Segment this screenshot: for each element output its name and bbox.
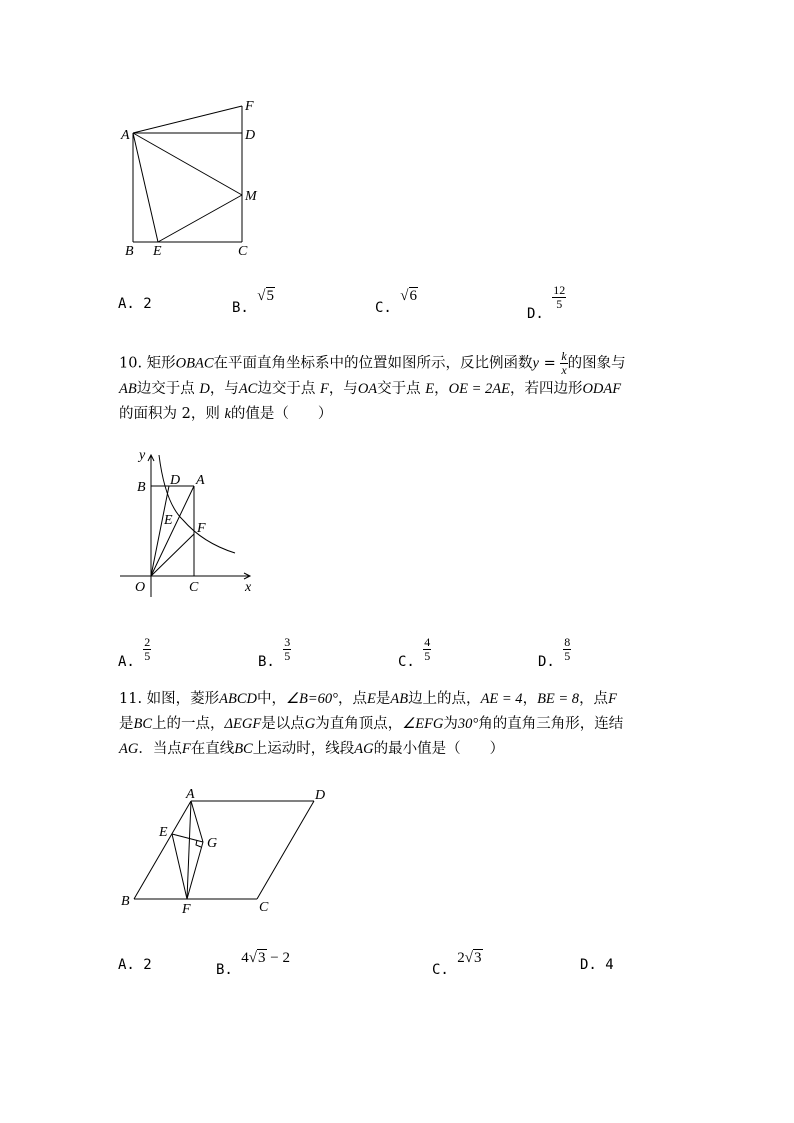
label-c: C	[189, 580, 199, 595]
q9-option-d[interactable]: D. $\frac{12}{5}$	[527, 283, 566, 322]
q10-option-b[interactable]: B. $\frac{3}{5}$	[258, 635, 291, 670]
label-f: F	[245, 99, 254, 114]
label-m: M	[245, 189, 257, 204]
segment-ag	[191, 801, 203, 842]
label-e: E	[159, 825, 168, 840]
q11-option-b[interactable]: B. 4√3 − 2	[216, 950, 290, 978]
label-b: B	[121, 894, 130, 909]
label-c: C	[259, 900, 269, 915]
question-11: 11. 如图，菱形ABCD中，∠B=60°，点E是AB边上的点，AE = 4，BE = 8，点F 是BC上的一点，ΔEGF是以点G为直角顶点，∠EFG为30°角的直角三角形，连结 AG．当点F在直线BC上运动时，线段AG的最小值是（ ）	[119, 691, 624, 757]
segment-af	[187, 801, 191, 899]
segment-ef	[172, 834, 187, 899]
q11-option-c[interactable]: C. 2√3	[432, 950, 482, 978]
label-y: y	[139, 448, 146, 463]
label-c: C	[238, 244, 248, 259]
q10-k-over-x: $\frac{k}{x}$	[561, 349, 567, 377]
figure-square-abcd	[115, 95, 285, 265]
segment-em	[158, 195, 242, 242]
q9-option-c[interactable]: C. √6	[375, 288, 418, 316]
label-f: F	[197, 521, 206, 536]
q10-option-d[interactable]: D. $\frac{8}{5}$	[538, 635, 571, 670]
segment-oa	[151, 486, 194, 576]
label-b: B	[137, 480, 146, 495]
label-a: A	[186, 787, 195, 802]
hyperbola-curve	[159, 455, 235, 553]
label-g: G	[207, 836, 218, 851]
segment-am	[133, 133, 242, 195]
label-b: B	[125, 244, 134, 259]
segment-of	[151, 534, 194, 576]
segment-eg	[172, 834, 203, 842]
label-e: E	[153, 244, 162, 259]
label-o: O	[135, 580, 146, 595]
label-e: E	[164, 513, 173, 528]
label-a: A	[121, 128, 130, 143]
q9-option-b[interactable]: B. √5	[232, 288, 275, 316]
label-x: x	[245, 580, 252, 595]
segment-dc	[257, 801, 314, 899]
segment-ba	[134, 801, 191, 899]
figure-coordinate-rectangle	[115, 445, 265, 600]
label-d: D	[315, 788, 326, 803]
segment-af	[133, 106, 242, 133]
label-d: D	[245, 128, 256, 143]
q10-option-a[interactable]: A. $\frac{2}{5}$	[118, 635, 151, 670]
q10-option-c[interactable]: C. $\frac{4}{5}$	[398, 635, 431, 670]
label-d: D	[170, 473, 181, 488]
question-10: 10. 矩形OBAC在平面直角坐标系中的位置如图所示，反比例函数y = $\frac{k}{x}$ 的图象与 AB边交于点 D，与AC边交于点 F，与OA交于点 E，OE = 2AE，若四边形ODAF 的面积为 2，则 k的值是（ ）	[119, 349, 626, 422]
figure-rhombus-abcd	[115, 785, 340, 920]
label-a: A	[196, 473, 205, 488]
q9-option-a[interactable]: A. 2	[118, 296, 152, 312]
q11-option-a[interactable]: A. 2	[118, 957, 152, 973]
segment-od	[151, 486, 169, 576]
segment-ae	[133, 133, 158, 242]
label-f: F	[182, 902, 191, 917]
q11-option-d[interactable]: D. 4	[580, 957, 614, 973]
q9-d-fraction: $\frac{12}{5}$	[553, 283, 566, 311]
